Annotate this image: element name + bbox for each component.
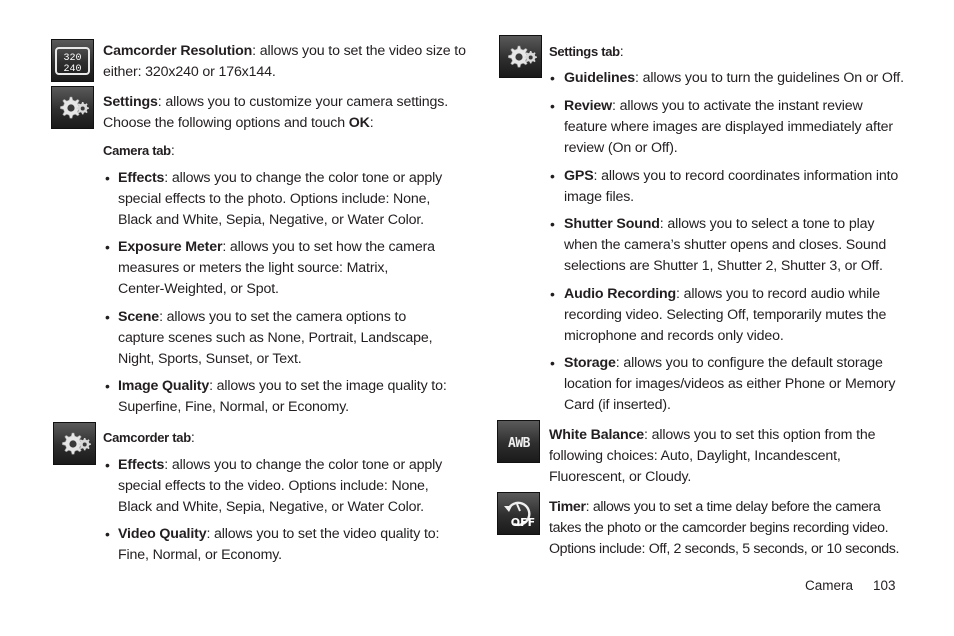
item-line: : allows you to set the video quality to: <box>206 526 440 542</box>
white-balance-term: White Balance <box>549 427 645 443</box>
camcorder-resolution-line1: : allows you to set the video size to <box>252 43 466 59</box>
camcorder-tab-label: Camcorder tab <box>103 430 191 445</box>
item-line: location for images/videos as either Phone or Memory <box>564 376 896 392</box>
list-item <box>118 376 463 418</box>
item-line: Fine, Normal, or Economy. <box>118 547 282 563</box>
item-term: Exposure Meter <box>118 239 223 255</box>
item-line: following choices: Auto, Daylight, Incandescent, <box>549 448 841 464</box>
item-line: : allows you to change the color tone or apply <box>164 457 443 473</box>
item-line: : allows you to record audio while <box>676 286 880 302</box>
item-line: : allows you to change the color tone or apply <box>164 170 443 186</box>
resolution-320x240-icon <box>51 39 94 82</box>
item-term: Effects <box>118 457 165 473</box>
item-line: microphone and records only video. <box>564 328 784 344</box>
bullet: • <box>105 526 110 542</box>
page-number: 103 <box>873 578 896 593</box>
item-line: special effects to the photo. Options include: None, <box>118 191 431 207</box>
bullet: • <box>105 170 110 186</box>
item-line: : allows you to configure the default storage <box>615 355 883 371</box>
item-term: Video Quality <box>118 526 207 542</box>
camcorder-resolution-line2: either: 320x240 or 176x144. <box>103 64 276 80</box>
bullet: • <box>550 216 555 232</box>
item-line: capture scenes such as None, Portrait, Landscape, <box>118 330 433 346</box>
bullet: • <box>550 355 555 371</box>
settings-tab-colon: : <box>619 44 624 60</box>
list-item <box>564 166 914 208</box>
settings-term: Settings <box>103 94 158 110</box>
item-line: : allows you to set the camera options to <box>159 309 407 325</box>
camcorder-tab-heading <box>103 427 195 449</box>
item-line: measures or meters the light source: Matrix, <box>118 260 389 276</box>
camera-tab-colon: : <box>170 143 175 159</box>
white-balance-awb-icon <box>497 420 540 463</box>
camcorder-resolution-term: Camcorder Resolution <box>103 43 253 59</box>
timer-off-icon <box>497 492 540 535</box>
bullet: • <box>105 239 110 255</box>
item-term: Audio Recording <box>564 286 677 302</box>
icon-timer-text: OFF <box>510 515 535 529</box>
settings-tab-label: Settings tab <box>549 44 620 59</box>
bullet: • <box>550 70 555 86</box>
icon-awb-text: AWB <box>507 435 530 451</box>
bullet: • <box>105 309 110 325</box>
item-line: review (On or Off). <box>564 140 678 156</box>
item-line: Options include: Off, 2 seconds, 5 seconds, or 10 seconds. <box>549 541 900 557</box>
bullet: • <box>105 378 110 394</box>
list-item <box>118 455 463 518</box>
item-line: special effects to the video. Options include: None, <box>118 478 429 494</box>
item-line: takes the photo or the camcorder begins recording video. <box>549 520 889 536</box>
item-line: Card (if inserted). <box>564 397 671 413</box>
item-line: : allows you to set a time delay before the camera <box>585 499 881 515</box>
camera-tab-label: Camera tab <box>103 143 171 158</box>
list-item <box>564 353 914 416</box>
item-line: : allows you to select a tone to play <box>659 216 875 232</box>
item-term: Effects <box>118 170 165 186</box>
camcorder-resolution-desc <box>103 41 473 83</box>
item-term: Shutter Sound <box>564 216 660 232</box>
item-line: : allows you to set the image quality to: <box>209 378 447 394</box>
bullet: • <box>550 98 555 114</box>
camera-tab-heading <box>103 140 175 162</box>
item-line: feature where images are displayed immediately after <box>564 119 893 135</box>
icon-resolution-top: 320 <box>63 52 82 64</box>
bullet: • <box>105 457 110 473</box>
settings-line2: Choose the following options and touch <box>103 115 349 131</box>
item-line: : allows you to turn the guidelines On or Off. <box>635 70 904 86</box>
camcorder-tab-colon: : <box>190 430 195 446</box>
item-line: recording video. Selecting Off, temporarily mutes the <box>564 307 887 323</box>
white-balance-desc <box>549 425 914 488</box>
item-line: Black and White, Sepia, Negative, or Water Color. <box>118 499 424 515</box>
item-term: Storage <box>564 355 616 371</box>
list-item <box>118 168 463 231</box>
timer-term: Timer <box>549 499 586 515</box>
list-item <box>118 524 463 566</box>
list-item <box>118 237 463 300</box>
settings-colon: : <box>369 115 374 131</box>
list-item <box>118 307 463 370</box>
item-line: : allows you to set this option from the <box>644 427 876 443</box>
item-line: Fluorescent, or Cloudy. <box>549 469 692 485</box>
timer-desc <box>549 497 929 560</box>
settings-gear-icon <box>51 86 94 129</box>
item-term: Review <box>564 98 612 114</box>
bullet: • <box>550 286 555 302</box>
list-item <box>564 68 914 89</box>
item-line: : allows you to activate the instant review <box>612 98 863 114</box>
settings-ok: OK <box>348 115 370 131</box>
item-line: : allows you to set how the camera <box>222 239 435 255</box>
settings-gear-icon <box>499 35 542 78</box>
icon-resolution-bottom: 240 <box>63 63 82 75</box>
item-term: Scene <box>118 309 160 325</box>
item-line: image files. <box>564 189 634 205</box>
list-item <box>564 284 914 347</box>
item-term: Image Quality <box>118 378 210 394</box>
item-line: Black and White, Sepia, Negative, or Water Color. <box>118 212 424 228</box>
item-term: Guidelines <box>564 70 636 86</box>
settings-gear-icon <box>53 422 96 465</box>
item-line: Night, Sports, Sunset, or Text. <box>118 351 302 367</box>
item-line: Superfine, Fine, Normal, or Economy. <box>118 399 349 415</box>
settings-desc <box>103 92 473 134</box>
item-term: GPS <box>564 168 594 184</box>
item-line: when the camera’s shutter opens and closes. Sound <box>564 237 887 253</box>
settings-tab-heading <box>549 41 624 63</box>
settings-line1: : allows you to customize your camera settings. <box>157 94 449 110</box>
list-item <box>564 96 914 159</box>
item-line: : allows you to record coordinates information into <box>593 168 899 184</box>
list-item <box>564 214 914 277</box>
item-line: selections are Shutter 1, Shutter 2, Shutter 3, or Off. <box>564 258 883 274</box>
footer-section: Camera <box>805 578 854 593</box>
bullet: • <box>550 168 555 184</box>
item-line: Center-Weighted, or Spot. <box>118 281 279 297</box>
